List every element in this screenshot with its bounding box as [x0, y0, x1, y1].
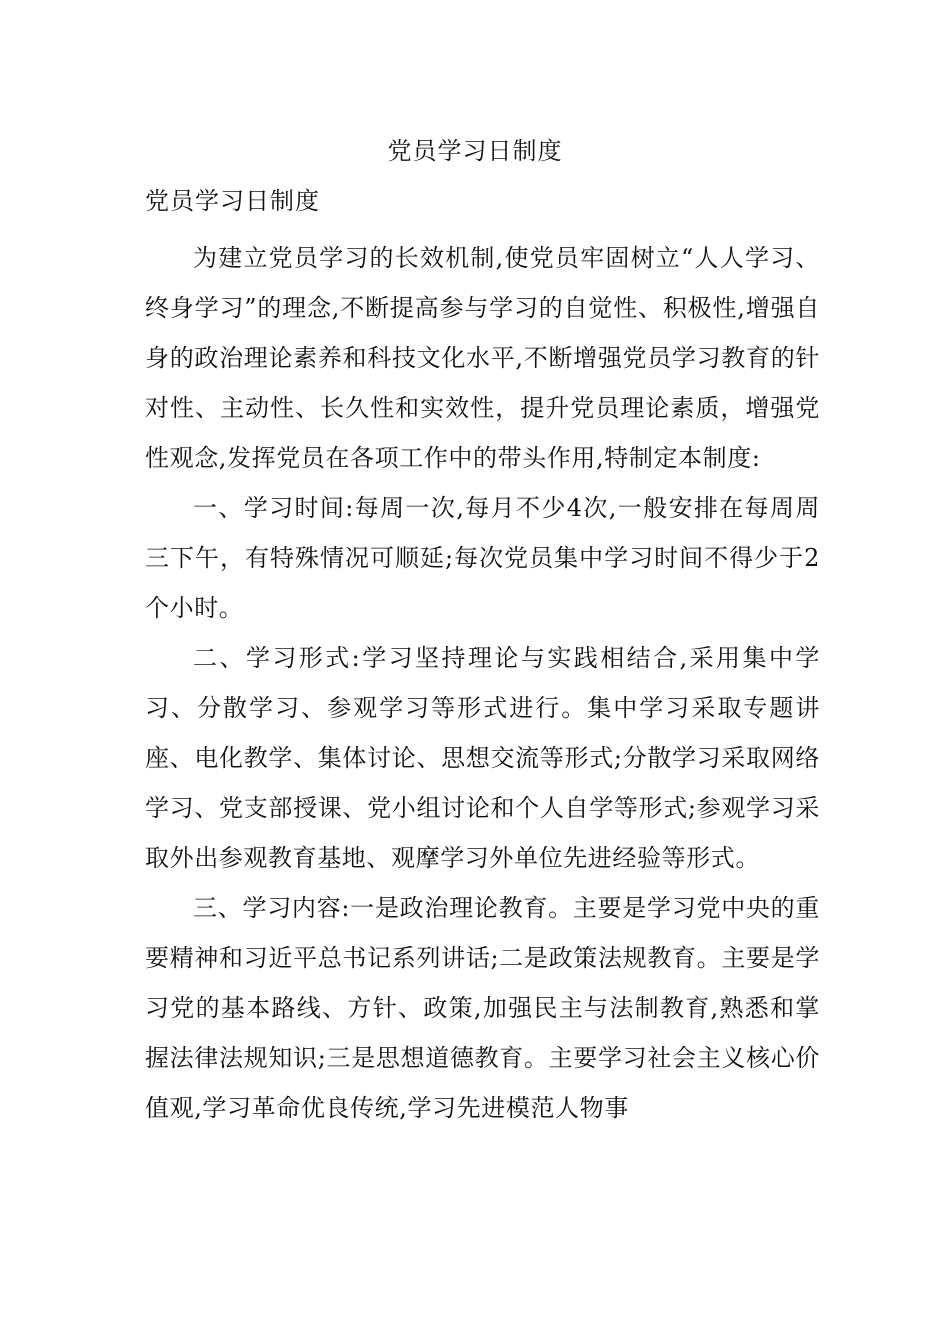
paragraph-study-time: 一、学习时间:每周一次,每月不少4次,一般安排在每周周三下午，有特殊情况可顺延;每次党员集中学习时间不得少于2个小时。 [145, 494, 820, 622]
document-subtitle: 党员学习日制度 [145, 187, 320, 215]
document-body [145, 233, 820, 1133]
paragraph-study-form: 二、学习形式:学习坚持理论与实践相结合,采用集中学习、分散学习、参观学习等形式进行。集中学习采取专题讲座、电化教学、集体讨论、思想交流等形式;分散学习采取网络学习、党支部授课、党小组讨论和个人自学等形式;参观学习采取外出参观教育基地、观摩学习外单位先进经验等形式。 [145, 644, 820, 872]
paragraph-intro: 为建立党员学习的长效机制,使党员牢固树立“人人学习、终身学习”的理念,不断提高参与学习的自觉性、积极性,增强自身的政治理论素养和科技文化水平,不断增强党员学习教育的针对性、主动性、长久性和实效性，提升党员理论素质，增强党性观念,发挥党员在各项工作中的带头作用,特制定本制度: [145, 244, 820, 472]
paragraph-study-content: 三、学习内容:一是政治理论教育。主要是学习党中央的重要精神和习近平总书记系列讲话;二是政策法规教育。主要是学习党的基本路线、方针、政策,加强民主与法制教育,熟悉和掌握法律法规知识;三是思想道德教育。主要学习社会主义核心价值观,学习革命优良传统,学习先进模范人物事 [145, 894, 820, 1122]
page-title: 党员学习日制度 [387, 137, 563, 165]
